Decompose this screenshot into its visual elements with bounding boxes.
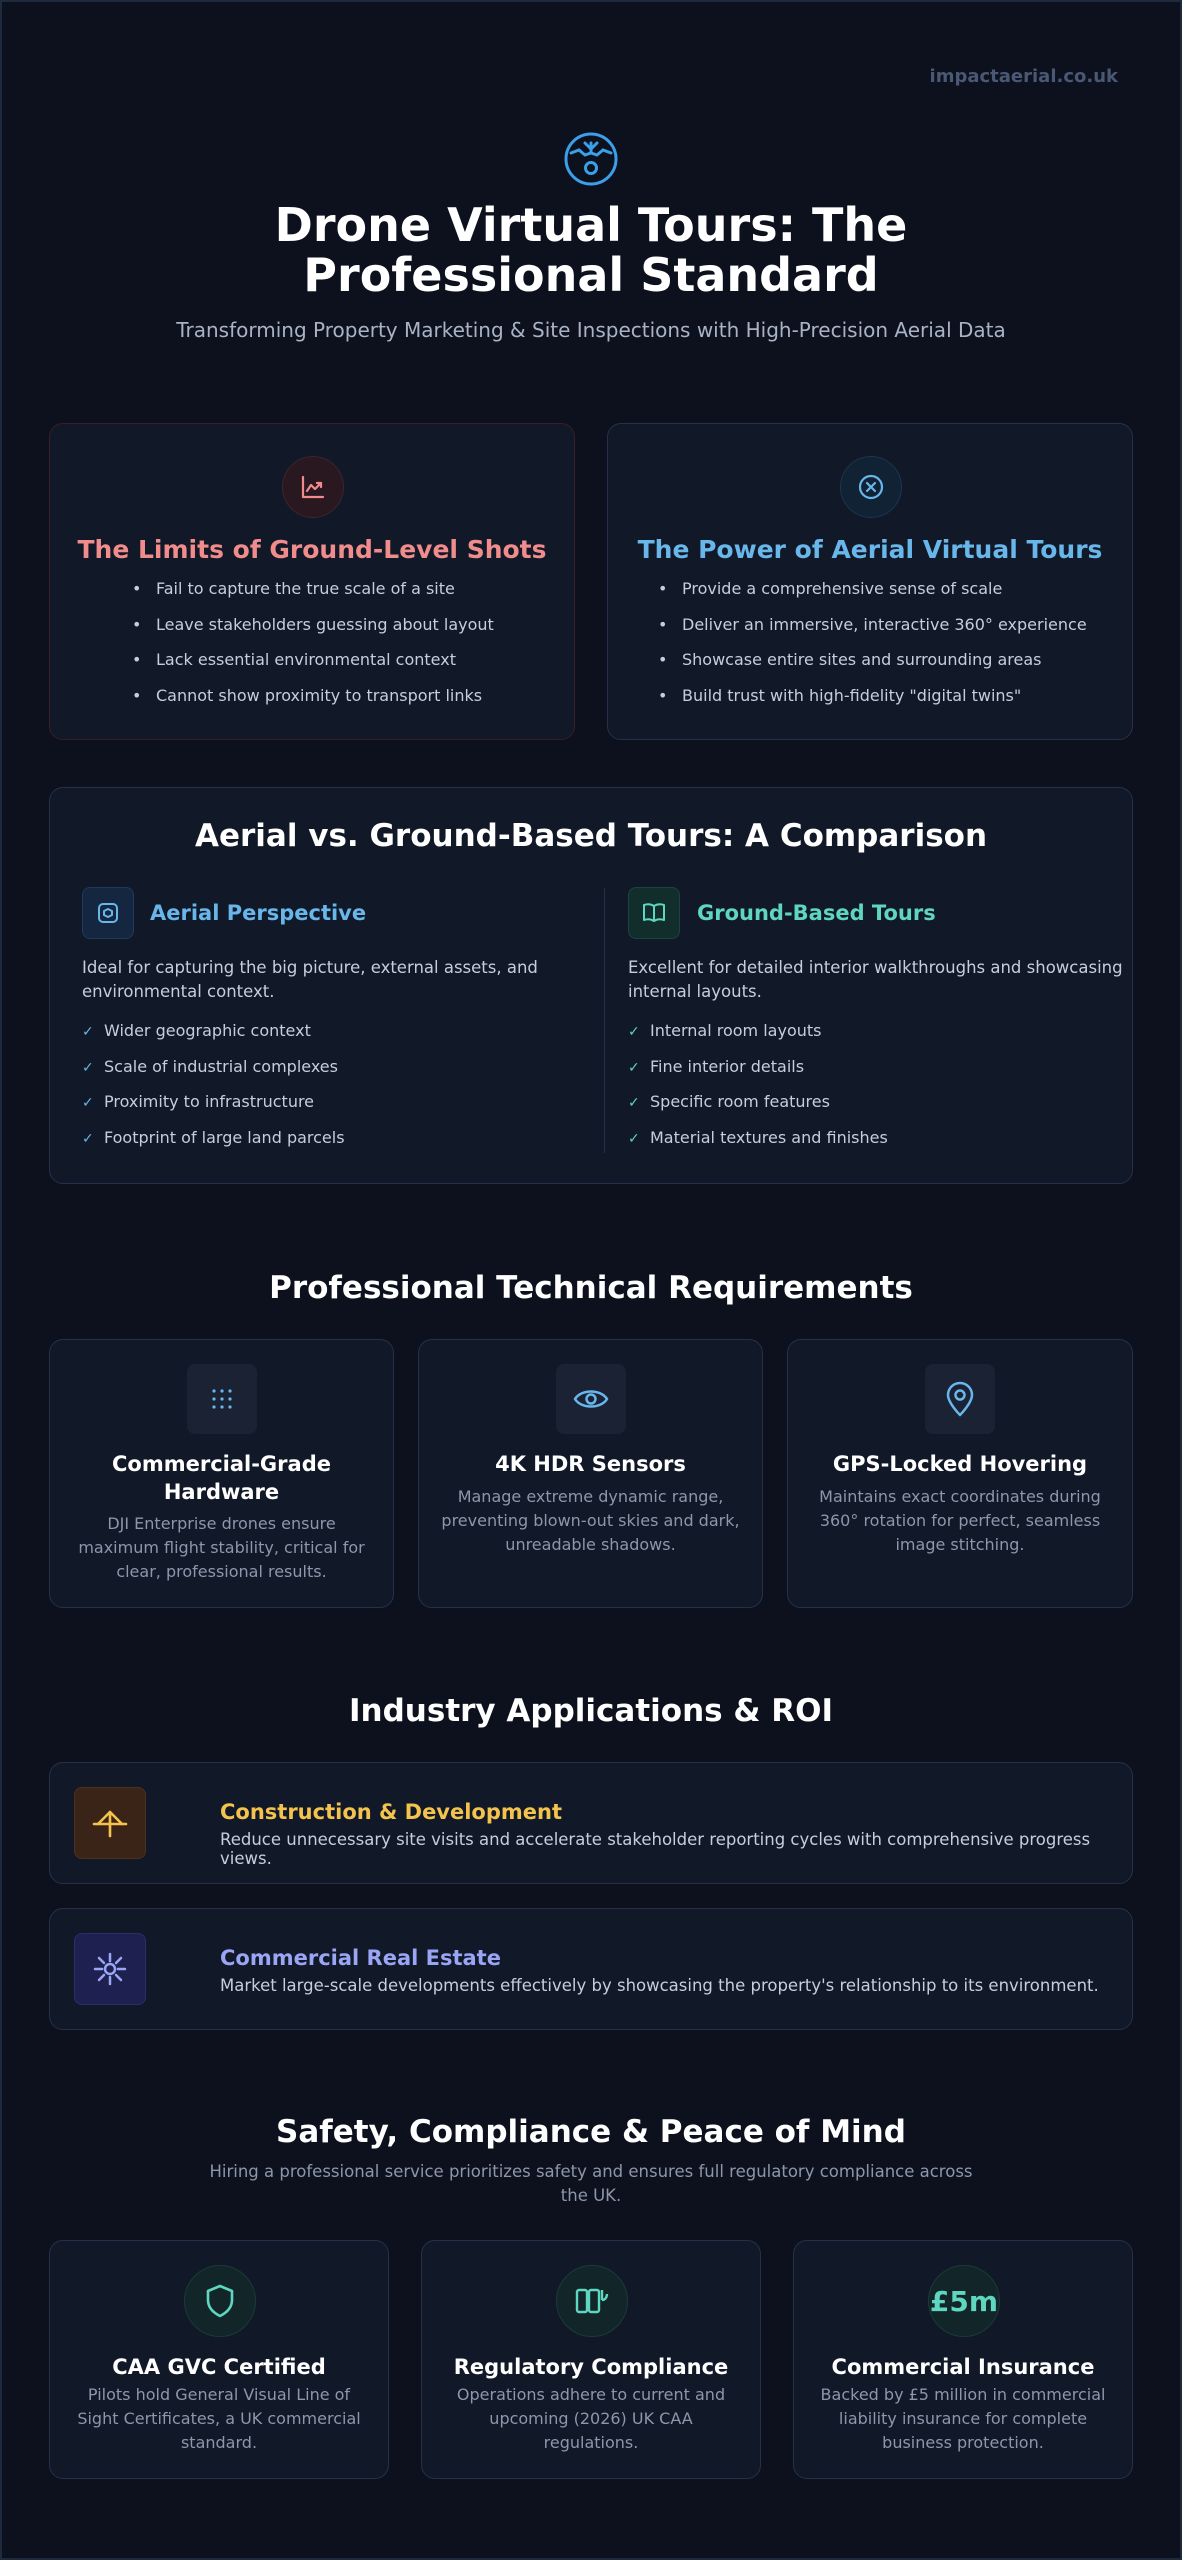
power-list: [658, 579, 1087, 721]
check-icon: ✓: [82, 1059, 94, 1076]
tech-card-description: Maintains exact coordinates during 360° rotation for perfect, seamless image stitching.: [819, 1487, 1101, 1554]
tech-card-title: GPS-Locked Hovering: [832, 1452, 1088, 1476]
drone-icon: [563, 131, 619, 187]
list-item: • Leave stakeholders guessing about layout: [132, 615, 494, 651]
application-construction: [49, 1762, 1133, 1884]
page-title: Drone Virtual Tours: The Professional Standard: [274, 198, 908, 302]
safety-card-compliance: [421, 2240, 761, 2479]
list-item: ✓ Footprint of large land parcels: [82, 1127, 345, 1147]
list-item: ✓ Proximity to infrastructure: [82, 1092, 315, 1111]
compass-x-icon: [840, 456, 902, 518]
check-icon: ✓: [628, 1059, 640, 1076]
book-open-icon: [628, 887, 680, 939]
safety-card-title: CAA GVC Certified: [112, 2355, 326, 2379]
column-divider: [604, 888, 605, 1153]
list-item: • Provide a comprehensive sense of scale: [658, 579, 1087, 615]
ground-list: [628, 1021, 888, 1163]
sparkle-icon: [74, 1933, 146, 2005]
safety-card-description: Pilots hold General Visual Line of Sight Certificates, a UK commercial standard.: [77, 2385, 361, 2452]
technical-title: Professional Technical Requirements: [269, 1270, 913, 1306]
application-description: Market large-scale developments effectively by showcasing the property's relationship to its environment.: [220, 1976, 1099, 1995]
safety-card-description: Operations adhere to current and upcoming (2026) UK CAA regulations.: [456, 2385, 726, 2452]
list-item: • Fail to capture the true scale of a site: [132, 579, 494, 615]
safety-card-title: Commercial Insurance: [831, 2355, 1095, 2379]
aerial-list: [82, 1021, 345, 1163]
list-item: ✓ Specific room features: [628, 1092, 830, 1111]
list-item: • Lack essential environmental context: [132, 650, 494, 686]
tech-card-title: 4K HDR Sensors: [495, 1452, 686, 1476]
list-item: ✓ Internal room layouts: [628, 1021, 822, 1040]
list-item: ✓ Wider geographic context: [82, 1021, 311, 1040]
comparison-title: Aerial vs. Ground-Based Tours: A Comparison: [194, 818, 988, 854]
safety-card-caa: [49, 2240, 389, 2479]
list-item: • Showcase entire sites and surrounding areas: [658, 650, 1087, 686]
list-item: • Cannot show proximity to transport links: [132, 686, 494, 722]
insurance-badge: £5m: [928, 2265, 1000, 2337]
eye-icon: [556, 1364, 626, 1434]
list-item: • Deliver an immersive, interactive 360° experience: [658, 615, 1087, 651]
construction-icon: [74, 1787, 146, 1859]
power-title: The Power of Aerial Virtual Tours: [637, 535, 1103, 564]
application-title: Commercial Real Estate: [220, 1946, 501, 1970]
shield-icon: [184, 2265, 256, 2337]
list-item: ✓ Scale of industrial complexes: [82, 1056, 338, 1076]
list-item: • Build trust with high-fidelity "digital twins": [658, 686, 1087, 722]
check-icon: ✓: [82, 1024, 94, 1040]
list-item: ✓ Material textures and finishes: [628, 1127, 888, 1147]
ground-description: Excellent for detailed interior walkthroughs and showcasing internal layouts.: [628, 958, 1123, 1001]
application-real-estate: [49, 1908, 1133, 2030]
safety-card-title: Regulatory Compliance: [453, 2355, 729, 2379]
chart-down-icon: [282, 456, 344, 518]
safety-title: Safety, Compliance & Peace of Mind: [276, 2114, 906, 2150]
power-card: [607, 423, 1133, 740]
tech-card-description: DJI Enterprise drones ensure maximum flight stability, critical for clear, professional results.: [78, 1514, 365, 1581]
check-icon: ✓: [628, 1095, 640, 1111]
list-item: ✓ Fine interior details: [628, 1056, 805, 1076]
check-icon: ✓: [628, 1130, 640, 1147]
aerial-description: Ideal for capturing the big picture, external assets, and environmental context.: [82, 958, 538, 1001]
safety-subtitle: Hiring a professional service prioritizes safety and ensures full regulatory compliance across the UK.: [209, 2162, 973, 2205]
limits-title: The Limits of Ground-Level Shots: [77, 535, 547, 564]
comparison-card: [49, 787, 1133, 1184]
limits-list: [132, 579, 494, 721]
applications-title: Industry Applications & ROI: [349, 1693, 833, 1729]
safety-card-insurance: [793, 2240, 1133, 2479]
check-icon: ✓: [82, 1130, 94, 1147]
safety-card-description: Backed by £5 million in commercial liability insurance for complete business protection.: [820, 2385, 1106, 2452]
scales-icon: [556, 2265, 628, 2337]
tech-card-title: Commercial-Grade Hardware: [112, 1452, 331, 1504]
tech-card-hardware: [49, 1339, 394, 1608]
application-description: Reduce unnecessary site visits and accelerate stakeholder reporting cycles with comprehensive progress views.: [220, 1830, 1091, 1868]
site-url[interactable]: impactaerial.co.uk: [929, 66, 1118, 87]
tech-card-description: Manage extreme dynamic range, preventing blown-out skies and dark, unreadable shadows.: [441, 1487, 740, 1554]
cube-icon: [82, 887, 134, 939]
check-icon: ✓: [628, 1024, 640, 1040]
tech-card-sensors: [418, 1339, 763, 1608]
tech-card-gps: [787, 1339, 1133, 1608]
ground-title: Ground-Based Tours: [697, 901, 936, 925]
map-pin-icon: [925, 1364, 995, 1434]
limits-card: [49, 423, 575, 740]
application-title: Construction & Development: [220, 1800, 563, 1824]
aerial-title: Aerial Perspective: [150, 901, 367, 925]
grid-dots-icon: [187, 1364, 257, 1434]
page-subtitle: Transforming Property Marketing & Site Inspections with High-Precision Aerial Data: [176, 318, 1006, 342]
check-icon: ✓: [82, 1095, 94, 1111]
